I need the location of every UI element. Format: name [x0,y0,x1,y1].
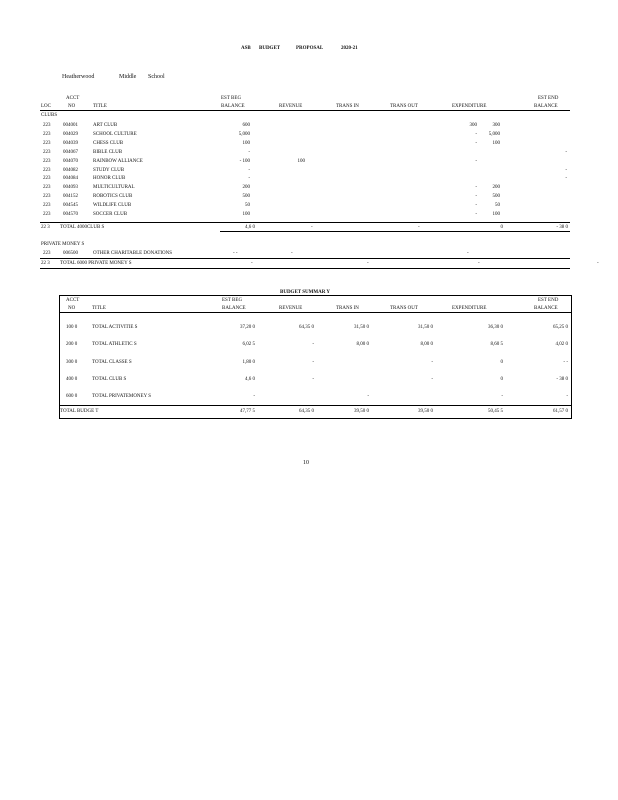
summary-total-trans-out: 39,50 0 [418,409,433,414]
summary-row-rev: - [312,376,314,382]
club-row-title: RAINBOW ALLIANCE [93,158,143,164]
summary-header-rule [59,312,572,313]
club-row-beg: 600 [242,123,250,128]
club-row-title: ROBOTICS CLUB [93,194,133,200]
summary-row-rev: - [312,359,314,365]
private-total-label: TOTAL 6000 PRIVATE MONEY S [60,261,132,266]
col-loc: LOC [41,104,51,109]
sum-col-trans-in: TRANS IN [336,306,359,311]
club-row-beg: - [248,167,250,173]
club-row-beg: 50 [245,203,250,209]
summary-row-trans_in: 8,00 0 [356,342,369,348]
summary-total-rule [59,405,572,406]
clubs-total-beg: 4,6 0 [245,225,255,230]
club-row-no: 004001 [63,123,78,128]
summary-row-label: TOTAL ACTIVITIE S [92,325,138,330]
title-year: 2020-21 [341,46,358,51]
summary-total-trans-in: 39,50 0 [354,409,369,414]
club-row-end: 300 [492,123,500,128]
col-acct: ACCT [66,96,80,101]
club-row-no: 004545 [63,203,78,209]
club-row-end: 100 [492,212,500,217]
club-row-exp: - [475,140,477,146]
club-row-no: 004570 [63,212,78,217]
clubs-label: CLUBS [41,113,58,118]
club-row-end: - [565,176,567,182]
summary-row-end: - 38 0 [556,376,568,382]
club-row-no: 004029 [63,131,78,137]
club-row-loc: 223 [43,176,51,182]
club-row-beg: - [248,176,250,182]
club-row-end: 500 [492,194,500,200]
club-row-no: 004152 [63,194,78,200]
club-row-loc: 223 [43,131,51,137]
summary-row-code: 200 0 [66,342,78,348]
club-row-beg: 5,000 [238,131,250,137]
clubs-total-rule-bottom [220,231,570,232]
summary-row-code: 600 0 [66,394,78,400]
summary-row-rev: - [312,342,314,348]
club-row-no: 004070 [63,158,78,164]
clubs-total-trans: - [418,225,420,230]
club-row-loc: 223 [43,185,51,191]
club-row-end: 100 [492,140,500,146]
sum-col-title: TITLE [92,306,106,311]
club-row-loc: 223 [43,123,51,128]
header-rule [40,110,570,111]
club-row-title: STUDY CLUB [93,167,125,173]
summary-row-beg: 1,80 0 [242,359,255,365]
private-total-trans: - [367,261,369,266]
title-asb: ASB [241,46,251,51]
school-name-1: Heatherwood [62,74,95,80]
sum-col-est-beg: EST BEG [222,298,243,303]
summary-row-end: - [566,394,568,400]
col-trans-out: TRANS OUT [390,104,418,109]
summary-row-beg: 4,6 0 [245,376,255,382]
private-beg: - - [233,251,238,256]
club-row-loc: 223 [43,203,51,209]
summary-row-rev: 64,35 0 [299,325,314,330]
summary-row-beg: - [253,394,255,400]
club-row-beg: 200 [242,185,250,191]
club-row-beg: 100 [242,212,250,217]
summary-row-exp: 0 [500,359,503,365]
club-row-exp: 300 [469,123,477,128]
clubs-total-rev: - [311,225,313,230]
private-total-exp: - [478,261,480,266]
club-row-title: MULTICULTURAL [93,185,135,191]
summary-row-exp: 8,60 5 [490,342,503,348]
col-end-balance: BALANCE [534,104,558,109]
club-row-beg: - 100 [239,158,250,164]
clubs-total-loc: 22 3 [41,225,50,230]
summary-row-exp: 36,30 0 [488,325,503,330]
club-row-loc: 223 [43,149,51,155]
summary-row-label: TOTAL PRIVATEMONEY S [92,394,152,400]
club-row-exp: - [475,158,477,164]
club-row-rev: 100 [297,158,305,164]
title-proposal: PROPOSAL [296,46,324,51]
club-row-title: BIBLE CLUB [93,149,123,155]
school-name-2: Middle [119,74,137,80]
summary-total-label: TOTAL BUDGE T [60,409,99,414]
clubs-total-end: - 38 0 [556,225,568,230]
club-row-title: CHESS CLUB [93,140,124,146]
club-row-no: 004084 [63,176,78,182]
summary-row-label: TOTAL CLUB S [92,376,127,382]
summary-row-exp: - [501,394,503,400]
sum-col-est-end: EST END [538,298,559,303]
sum-col-end-balance: BALANCE [534,306,558,311]
club-row-end: 50 [495,203,500,209]
club-row-beg: 100 [242,140,250,146]
club-row-end: 5,000 [488,131,500,137]
summary-row-exp: 0 [500,376,503,382]
summary-row-trans_out: - [431,376,433,382]
club-row-loc: 223 [43,212,51,217]
clubs-total-rule-top [40,222,570,223]
clubs-total-exp: 0 [500,225,503,230]
summary-row-trans_out: 31,50 0 [418,325,433,330]
private-no: 006500 [63,251,78,256]
col-balance: BALANCE [221,104,245,109]
club-row-exp: - [475,203,477,209]
club-row-title: HONOR CLUB [93,176,126,182]
private-rev: - [291,251,293,256]
school-name-3: School [148,74,165,80]
col-title: TITLE [93,104,107,109]
club-row-title: WILDLIFE CLUB [93,203,132,209]
sum-col-expenditure: EXPENDITURE [452,306,487,311]
summary-row-code: 400 0 [66,376,78,382]
summary-row-beg: 6,02 5 [242,342,255,348]
club-row-end: 200 [492,185,500,191]
club-row-beg: - [248,149,250,155]
summary-row-trans_in: - [367,394,369,400]
sum-col-acct: ACCT [66,298,80,303]
col-revenue: REVENUE [279,104,303,109]
club-row-loc: 223 [43,140,51,146]
summary-row-code: 300 0 [66,359,78,365]
club-row-title: SOCCER CLUB [93,212,128,217]
club-row-exp: - [475,194,477,200]
private-rule-bottom [40,268,570,269]
club-row-no: 004067 [63,149,78,155]
private-loc: 223 [43,251,51,256]
club-row-no: 004082 [63,167,78,173]
club-row-title: ART CLUB [93,123,118,128]
sum-col-no: NO [68,306,76,311]
club-row-end: - [565,167,567,173]
summary-total-beg: 47,77 5 [240,409,255,414]
page-number: 10 [303,460,309,466]
clubs-total-label: TOTAL 4000CLUB S [60,225,105,230]
col-expenditure: EXPENDITURE [452,104,487,109]
summary-row-end: 65,25 0 [553,325,568,330]
summary-title: BUDGET SUMMAR Y [280,290,331,295]
club-row-end: - [565,149,567,155]
summary-row-trans_out: 8,00 0 [420,342,433,348]
summary-row-beg: 37,20 0 [240,325,255,330]
club-row-beg: 500 [242,194,250,200]
summary-total-end: 61,57 0 [553,409,568,414]
club-row-no: 004039 [63,140,78,146]
summary-box [59,295,572,419]
summary-row-end: - - [563,359,568,365]
sum-col-balance: BALANCE [222,306,246,311]
summary-total-exp: 50,45 5 [488,409,503,414]
club-row-no: 004093 [63,185,78,191]
summary-row-end: 4,02 0 [555,342,568,348]
club-row-loc: 223 [43,158,51,164]
sum-col-revenue: REVENUE [279,306,303,311]
summary-row-trans_out: - [431,359,433,365]
col-est-end: EST END [538,96,559,101]
summary-row-code: 100 0 [66,325,78,330]
private-total-loc: 22 3 [41,261,50,266]
private-exp: - [467,251,469,256]
club-row-exp: - [475,212,477,217]
private-title: OTHER CHARITABLE DONATIONS [93,251,173,256]
summary-row-trans_in: 31,50 0 [354,325,369,330]
club-row-loc: 223 [43,167,51,173]
club-row-title: SCHOOL CULTURE [93,131,137,137]
club-row-exp: - [475,131,477,137]
private-label: PRIVATE MONEY S [41,242,85,247]
col-trans-in: TRANS IN [336,104,359,109]
private-total-beg: - [251,261,253,266]
sum-col-trans-out: TRANS OUT [390,306,418,311]
col-no: NO [68,104,76,109]
club-row-exp: - [475,185,477,191]
private-total-end: - [597,261,599,266]
summary-total-rev: 64,35 0 [299,409,314,414]
club-row-loc: 223 [43,194,51,200]
summary-row-label: TOTAL CLASSE S [92,359,132,365]
summary-row-label: TOTAL ATHLETIC S [92,342,137,348]
title-budget: BUDGET [259,46,281,51]
private-rule-top [40,258,570,259]
col-est-beg: EST BEG [221,96,242,101]
